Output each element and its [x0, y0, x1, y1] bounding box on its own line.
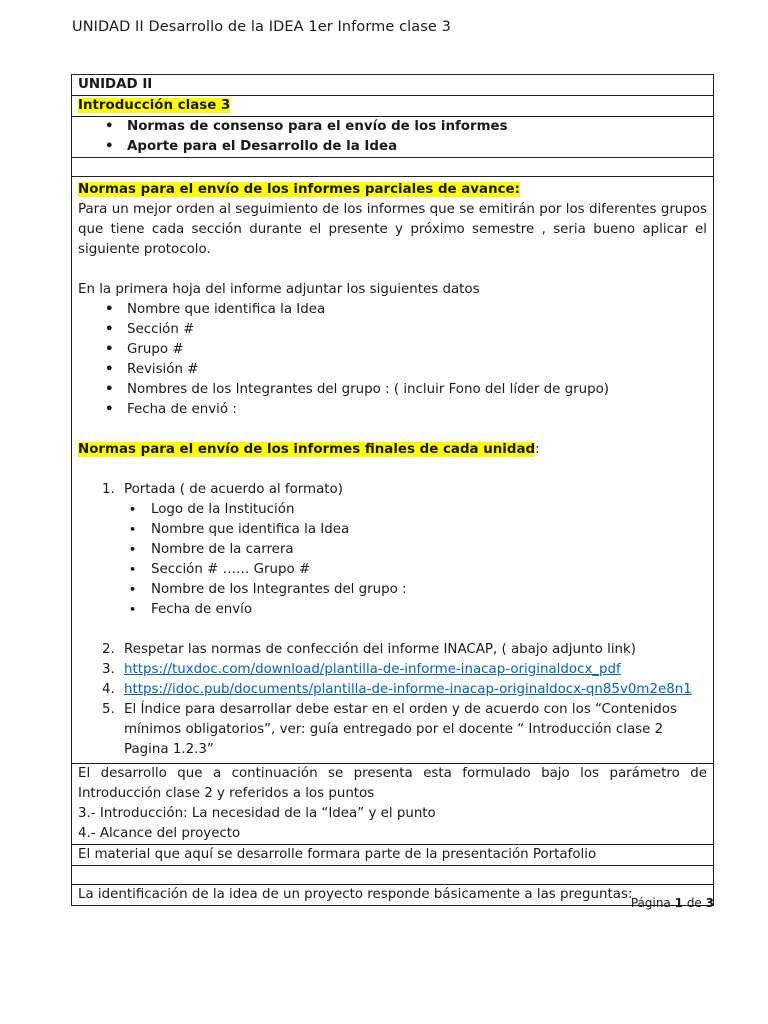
list-item — [78, 660, 707, 680]
page-label: Página — [630, 896, 671, 910]
intro-bullets-cell — [72, 117, 714, 158]
page-of-label: de — [686, 896, 702, 910]
table-row — [72, 96, 714, 117]
list-item — [78, 480, 707, 640]
list-item: • Grupo # — [78, 340, 707, 360]
list-item: • Revisión # — [78, 360, 707, 380]
first-page-lead: En la primera hoja del informe adjuntar los siguientes datos — [78, 282, 480, 297]
norms-cell — [72, 177, 714, 764]
list-number: 3. — [102, 662, 115, 677]
list-number: 1. — [102, 482, 115, 497]
list-item: • Fecha de envío — [78, 600, 707, 620]
list-item: • Normas de consenso para el envío de los informes — [78, 117, 707, 137]
final-reports-list — [78, 480, 707, 763]
list-item: • Sección # …… Grupo # — [78, 560, 707, 580]
development-line: 4.- Alcance del proyecto — [78, 826, 241, 841]
table-row — [72, 75, 714, 96]
list-number: 5. — [102, 702, 115, 717]
list-number: 2. — [102, 642, 115, 657]
inacap-norms-text: Respetar las normas de confección del informe INACAP, ( abajo adjunto link) — [124, 642, 637, 657]
first-page-data-list — [78, 300, 707, 420]
table-row — [72, 117, 714, 158]
list-item: • Nombre de la carrera — [78, 540, 707, 560]
total-pages: 3 — [705, 896, 714, 910]
content-table — [71, 74, 714, 906]
development-paragraph: El desarrollo que a continuación se presenta esta formulado bajo los parámetro de Introducción clase 2 y referidos a los puntos — [78, 766, 707, 801]
list-item — [78, 680, 707, 700]
material-cell: El material que aquí se desarrolle formara parte de la presentación Portafolio — [72, 845, 714, 866]
intro-class-cell — [72, 96, 714, 117]
list-item: • Nombre que identifica la Idea — [78, 300, 707, 320]
list-number: 4. — [102, 682, 115, 697]
partial-reports-paragraph: Para un mejor orden al seguimiento de los informes que se emitirán por los diferentes grupos que tiene cada sección durante el presente y próximo semestre , seria bueno aplicar el siguiente protocolo. — [78, 202, 707, 257]
partial-reports-heading: Normas para el envío de los informes parciales de avance: — [78, 182, 520, 197]
list-item: • Logo de la Institución — [78, 500, 707, 520]
table-row — [72, 845, 714, 866]
list-item: • Sección # — [78, 320, 707, 340]
final-reports-heading-suffix: : — [535, 442, 540, 457]
table-row — [72, 866, 714, 885]
intro-bullet-list — [78, 117, 707, 157]
list-item — [78, 640, 707, 660]
list-item: • Aporte para el Desarrollo de la Idea — [78, 137, 707, 157]
page-number-footer — [631, 896, 714, 910]
tuxdoc-link[interactable]: https://tuxdoc.com/download/plantilla-de-informe-inacap-originaldocx_pdf — [124, 662, 621, 677]
intro-class-heading: Introducción clase 3 — [78, 98, 231, 113]
page-header-title: UNIDAD II Desarrollo de la IDEA 1er Informe clase 3 — [72, 19, 451, 35]
list-item: • Nombres de los Integrantes del grupo : ( incluir Fono del líder de grupo) — [78, 380, 707, 400]
development-cell — [72, 764, 714, 845]
table-row — [72, 158, 714, 177]
list-item: • Nombre de los Integrantes del grupo : — [78, 580, 707, 600]
unit-title: UNIDAD II — [78, 77, 153, 92]
table-row — [72, 177, 714, 764]
identification-cell: La identificación de la idea de un proyecto responde básicamente a las preguntas: — [72, 885, 714, 906]
table-row — [72, 885, 714, 906]
list-item: • Nombre que identifica la Idea — [78, 520, 707, 540]
empty-cell — [72, 866, 714, 885]
final-reports-heading: Normas para el envío de los informes finales de cada unidad — [78, 442, 536, 457]
index-text: El Índice para desarrollar debe estar en el orden y de acuerdo con los “Contenidos mínimos obligatorios”, ver: guía entregado por el docente “ Introducción clase 2 Pagina 1.2.3” — [124, 702, 677, 757]
current-page: 1 — [674, 896, 683, 910]
development-line: 3.- Introducción: La necesidad de la “Idea” y el punto — [78, 806, 436, 821]
idoc-link[interactable]: https://idoc.pub/documents/plantilla-de-informe-inacap-originaldocx-qn85v0m2e8n1 — [124, 682, 692, 697]
list-item: • Fecha de envió : — [78, 400, 707, 420]
cover-sublist — [78, 500, 707, 620]
unit-title-cell — [72, 75, 714, 96]
empty-cell — [72, 158, 714, 177]
table-row — [72, 764, 714, 845]
cover-item-text: Portada ( de acuerdo al formato) — [124, 482, 343, 497]
list-item — [78, 700, 707, 763]
